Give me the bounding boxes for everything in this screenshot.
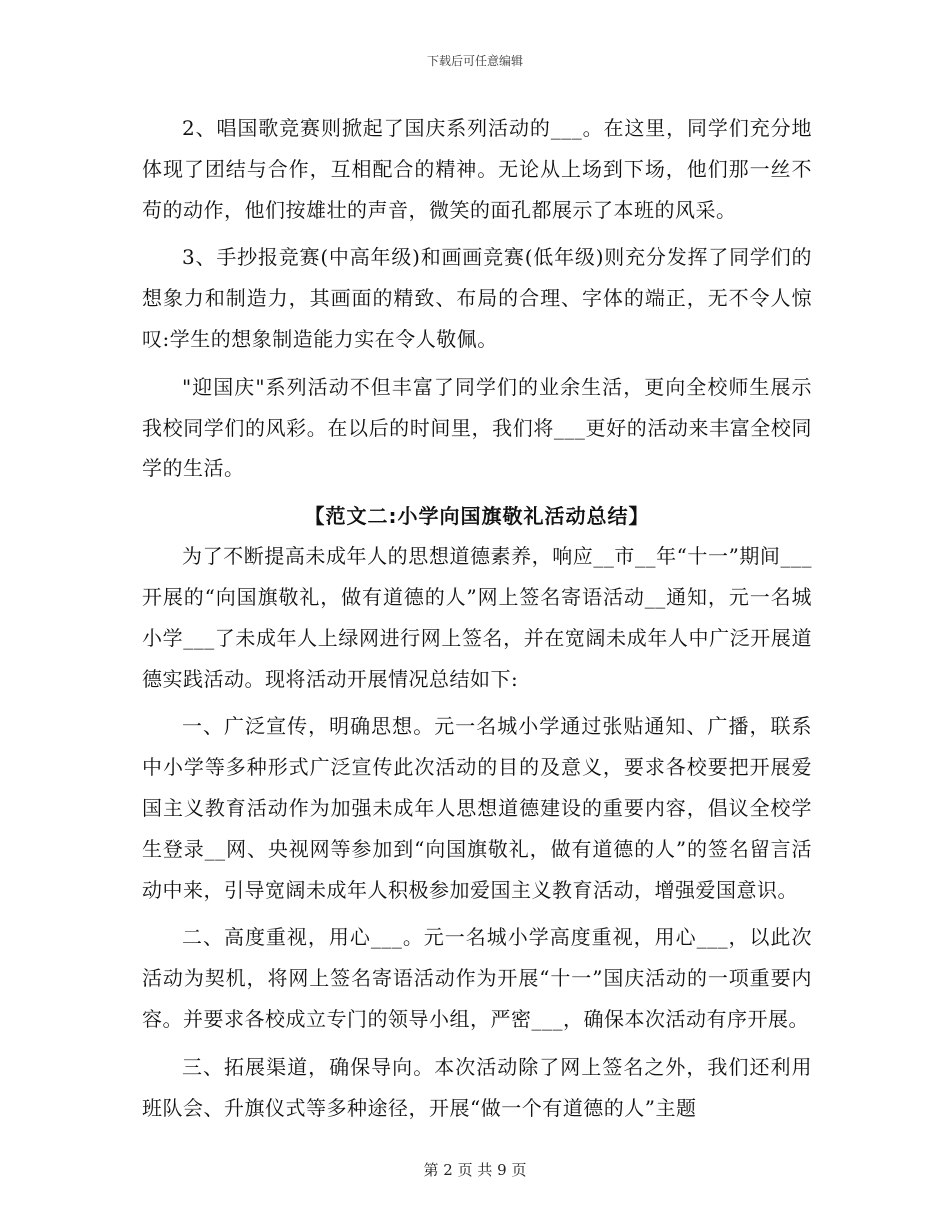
paragraph-intro: 为了不断提高未成年人的思想道德素养，响应__市__年“十一”期间___开展的“向国旗敬礼，做有道德的人”网上签名寄语活动__通知，元一名城小学___了未成年人上绿网进行网上签名，并在宽阔未成年人中广泛开展道德实践活动。现将活动开展情况总结如下: xyxy=(142,544,812,691)
paragraph-point-2: 二、高度重视，用心___。元一名城小学高度重视，用心___，以此次活动为契机，将网上签名寄语活动作为开展“十一”国庆活动的一项重要内容。并要求各校成立专门的领导小组，严密___，确保本次活动有序开展。 xyxy=(142,925,812,1031)
paragraph-item-3: 3、手抄报竞赛(中高年级)和画画竞赛(低年级)则充分发挥了同学们的想象力和制造力，其画面的精致、布局的合理、字体的端正，无不令人惊叹:学生的想象制造能力实在令人敬佩。 xyxy=(142,245,812,351)
paragraph-item-2: 2、唱国歌竞赛则掀起了国庆系列活动的___。在这里，同学们充分地体现了团结与合作，互相配合的精神。无论从上场到下场，他们那一丝不苟的动作，他们按雄壮的声音，微笑的面孔都展示了本班的风采。 xyxy=(142,116,812,222)
paragraph-point-3: 三、拓展渠道，确保导向。本次活动除了网上签名之外，我们还利用班队会、升旗仪式等多种途径，开展“做一个有道德的人”主题 xyxy=(142,1054,812,1120)
page-footer: 第 2 页 共 9 页 xyxy=(423,1161,527,1179)
page-header: 下载后可任意编辑 xyxy=(426,54,523,68)
section-title: 【范文二:小学向国旗敬礼活动总结】 xyxy=(304,504,650,529)
paragraph-point-1: 一、广泛宣传，明确思想。元一名城小学通过张贴通知、广播，联系中小学等多种形式广泛宣传此次活动的目的及意义，要求各校要把开展爱国主义教育活动作为加强未成年人思想道德建设的重要内容，倡议全校学生登录__网、央视网等参加到“向国旗敬礼，做有道德的人”的签名留言活动中来，引导宽阔未成年人积极参加爱国主义教育活动，增强爱国意识。 xyxy=(142,714,812,902)
paragraph-conclusion: "迎国庆"系列活动不但丰富了同学们的业余生活，更向全校师生展示我校同学们的风彩。在以后的时间里，我们将___更好的活动来丰富全校同学的生活。 xyxy=(142,374,812,481)
document-body xyxy=(142,108,812,1135)
